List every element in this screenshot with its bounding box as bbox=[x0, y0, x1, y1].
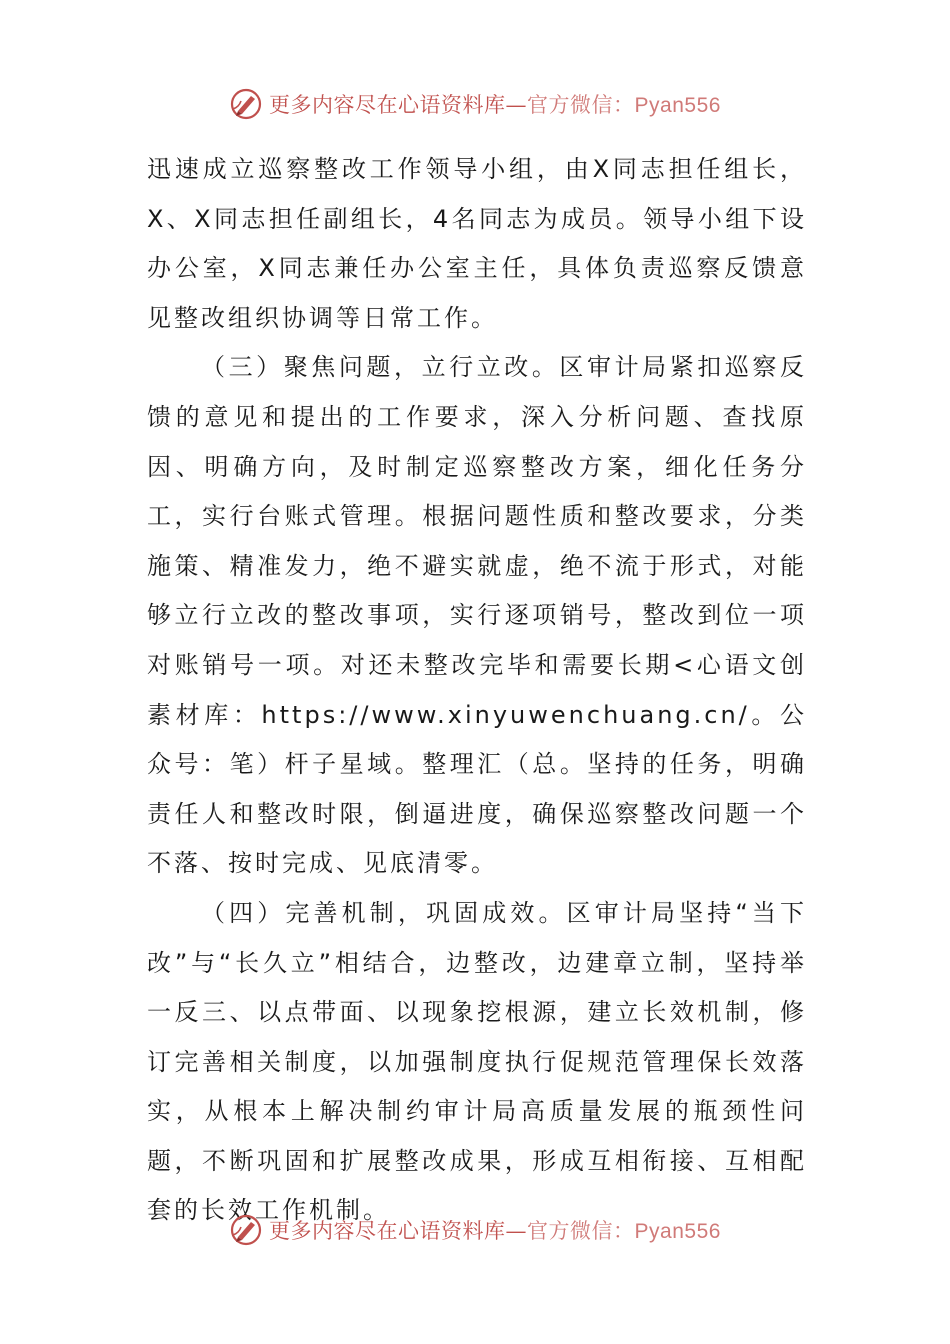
document-body bbox=[147, 145, 807, 1236]
paragraph-3: （四）完善机制，巩固成效。区审计局坚持“当下改”与“长久立”相结合，边整改，边建章立制，坚持举一反三、以点带面、以现象挖根源，建立长效机制，修订完善相关制度，以加强制度执行促规范管理保长效落实，从根本上解决制约审计局高质量发展的瓶颈性问题，不断巩固和扩展整改成果，形成互相衔接、互相配套的长效工作机制。 bbox=[147, 898, 807, 1225]
paragraph-1: 迅速成立巡察整改工作领导小组，由X同志担任组长，X、X同志担任副组长，4名同志为成员。领导小组下设办公室，X同志兼任办公室主任，具体负责巡察反馈意见整改组织协调等日常工作。 bbox=[147, 155, 807, 332]
banner-wechat-label: 官方微信： bbox=[527, 93, 635, 117]
footer-banner bbox=[0, 1210, 950, 1250]
paragraph-2: （三）聚焦问题，立行立改。区审计局紧扣巡察反馈的意见和提出的工作要求，深入分析问题、查找原因、明确方向，及时制定巡察整改方案，细化任务分工，实行台账式管理。根据问题性质和整改要求，分类施策、精准发力，绝不避实就虚，绝不流于形式，对能够立行立改的整改事项，实行逐项销号，整改到位一项对账销号一项。对还未整改完毕和需要长期<心语文创素材库：https://www.xinyuwenchuang.cn/。公众号：笔）杆子星域。整理汇（总。坚持的任务，明确责任人和整改时限，倒逼进度，确保巡察整改问题一个不落、按时完成、见底清零。 bbox=[147, 353, 807, 878]
banner-separator: — bbox=[505, 93, 528, 117]
banner-wechat-id: Pyan556 bbox=[634, 1220, 721, 1243]
banner-separator: — bbox=[505, 1219, 528, 1243]
banner-main-text: 更多内容尽在心语资料库 bbox=[269, 1219, 506, 1243]
pen-logo-icon bbox=[229, 87, 263, 121]
header-banner bbox=[0, 84, 950, 124]
pen-logo-icon bbox=[229, 1213, 263, 1247]
banner-wechat-label: 官方微信： bbox=[527, 1219, 635, 1243]
banner-wechat-id: Pyan556 bbox=[634, 94, 721, 117]
banner-text bbox=[269, 89, 721, 119]
banner-main-text: 更多内容尽在心语资料库 bbox=[269, 93, 506, 117]
banner-text bbox=[269, 1215, 721, 1245]
